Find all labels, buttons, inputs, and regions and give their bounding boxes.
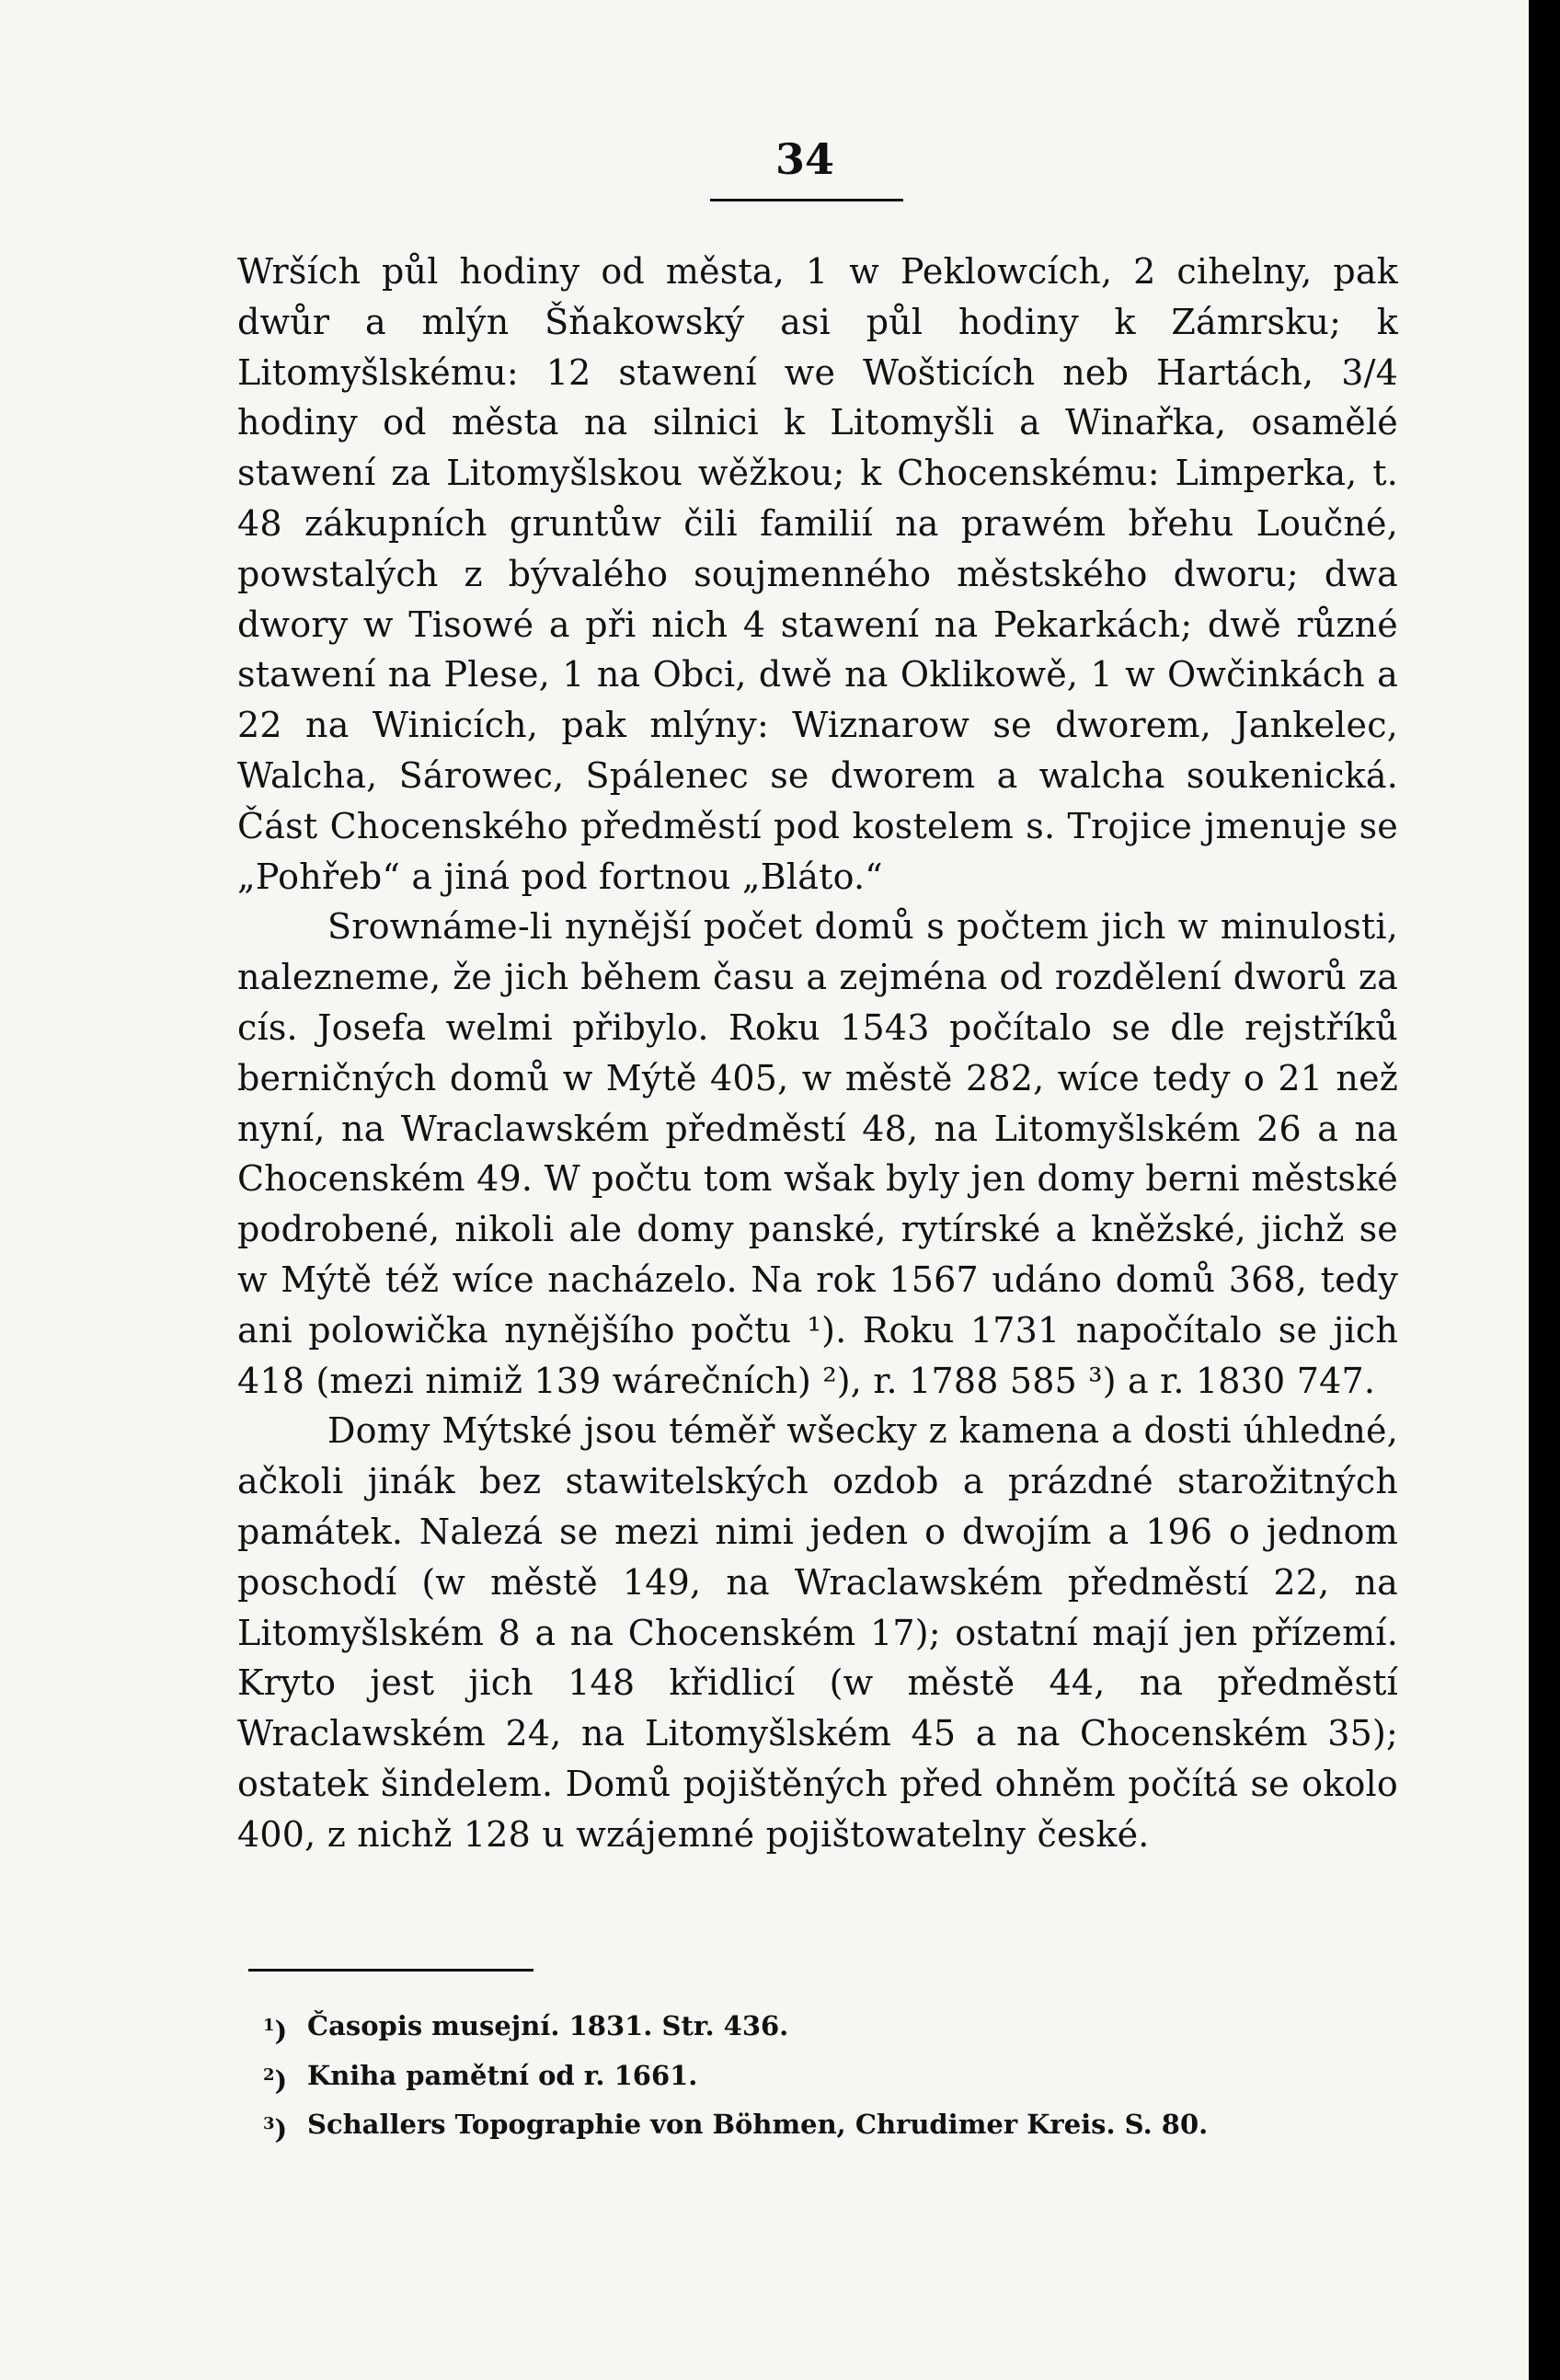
footnote-text: Časopis musejní. 1831. Str. 436. — [307, 2010, 789, 2041]
paragraph-3: Domy Mýtské jsou téměř wšecky z kamena a dosti úhledné, ačkoli jinák bez stawitelských ozdob a prázdné starožitných památek. Nalezá se mezi nimi jeden o dwojím a 196 o jednom poschodí (w městě 149, na Wraclawském předměstí 22, na Litomyšlském 8 a na Chocenském 17); ostatní mají jen přízemí. Kryto jest jich 148 křidlicí (w městě 44, na předměstí Wraclawském 24, na Litomyšlském 45 a na Chocenském 35); ostatek šindelem. Domů pojištěných před ohněm počítá se okolo 400, z nichž 128 u wzájemné pojištowatelny české. — [237, 1410, 1398, 1855]
footnote-1 — [263, 2004, 1367, 2053]
footnote-2 — [263, 2053, 1367, 2103]
footnote-mark: $^3$) — [263, 2113, 288, 2145]
footnote-3 — [263, 2102, 1367, 2152]
footnote-text: Schallers Topographie von Böhmen, Chrudimer Kreis. S. 80. — [307, 2109, 1209, 2141]
paragraph-2: Srownáme-li nynější počet domů s počtem jich w minulosti, nalezneme, že jich během času a zejména od rozdělení dworů za cís. Josefa welmi přibylo. Roku 1543 počítalo se dle rejstříků berničných domů w Mýtě 405, w městě 282, wíce tedy o 21 než nyní, na Wraclawském předměstí 48, na Litomyšlském 26 a na Chocenském 49. W počtu tom wšak byly jen domy berni městské podrobené, nikoli ale domy panské, rytírské a kněžské, jichž se w Mýtě též wíce nacházelo. Na rok 1567 udáno domů 368, tedy ani polowička nynějšího počtu ¹). Roku 1731 napočítalo se jich 418 (mezi nimiž 139 wárečních) ²), r. 1788 585 ³) a r. 1830 747. — [237, 906, 1398, 1401]
footnote-mark: $^2$) — [263, 2064, 288, 2097]
footnote-rule — [248, 1969, 533, 1972]
page-number: 34 — [774, 134, 834, 184]
paragraph-1: Wrších půl hodiny od města, 1 w Peklowcích, 2 cihelny, pak dwůr a mlýn Šňakowský asi půl hodiny k Zámrsku; k Litomyšlskému: 12 stawení we Wošticích neb Hartách, 3/4 hodiny od města na silnici k Litomyšli a Winařka, osamělé stawení za Litomyšlskou wěžkou; k Chocenskému: Limperka, t. 48 zákupních gruntůw čili familií na prawém břehu Loučné, powstalých z bývalého soujmenného městského dworu; dwa dwory w Tisowé a při nich 4 stawení na Pekarkách; dwě různé stawení na Plese, 1 na Obci, dwě na Oklikowě, 1 w Owčinkách a 22 na Winicích, pak mlýny: Wiznarow se dworem, Jankelec, Walcha, Sárowec, Spálenec se dworem a walcha soukenická. Část Chocenského předměstí pod kostelem s. Trojice jmenuje se „Pohřeb“ a jiná pod fortnou „Bláto.“ — [237, 251, 1398, 897]
body-text — [237, 247, 1398, 1860]
footnote-text: Kniha pamětní od r. 1661. — [307, 2059, 698, 2091]
page-number-rule — [710, 199, 903, 201]
footnotes — [263, 2004, 1367, 2152]
footnote-mark: $^1$) — [263, 2015, 288, 2047]
